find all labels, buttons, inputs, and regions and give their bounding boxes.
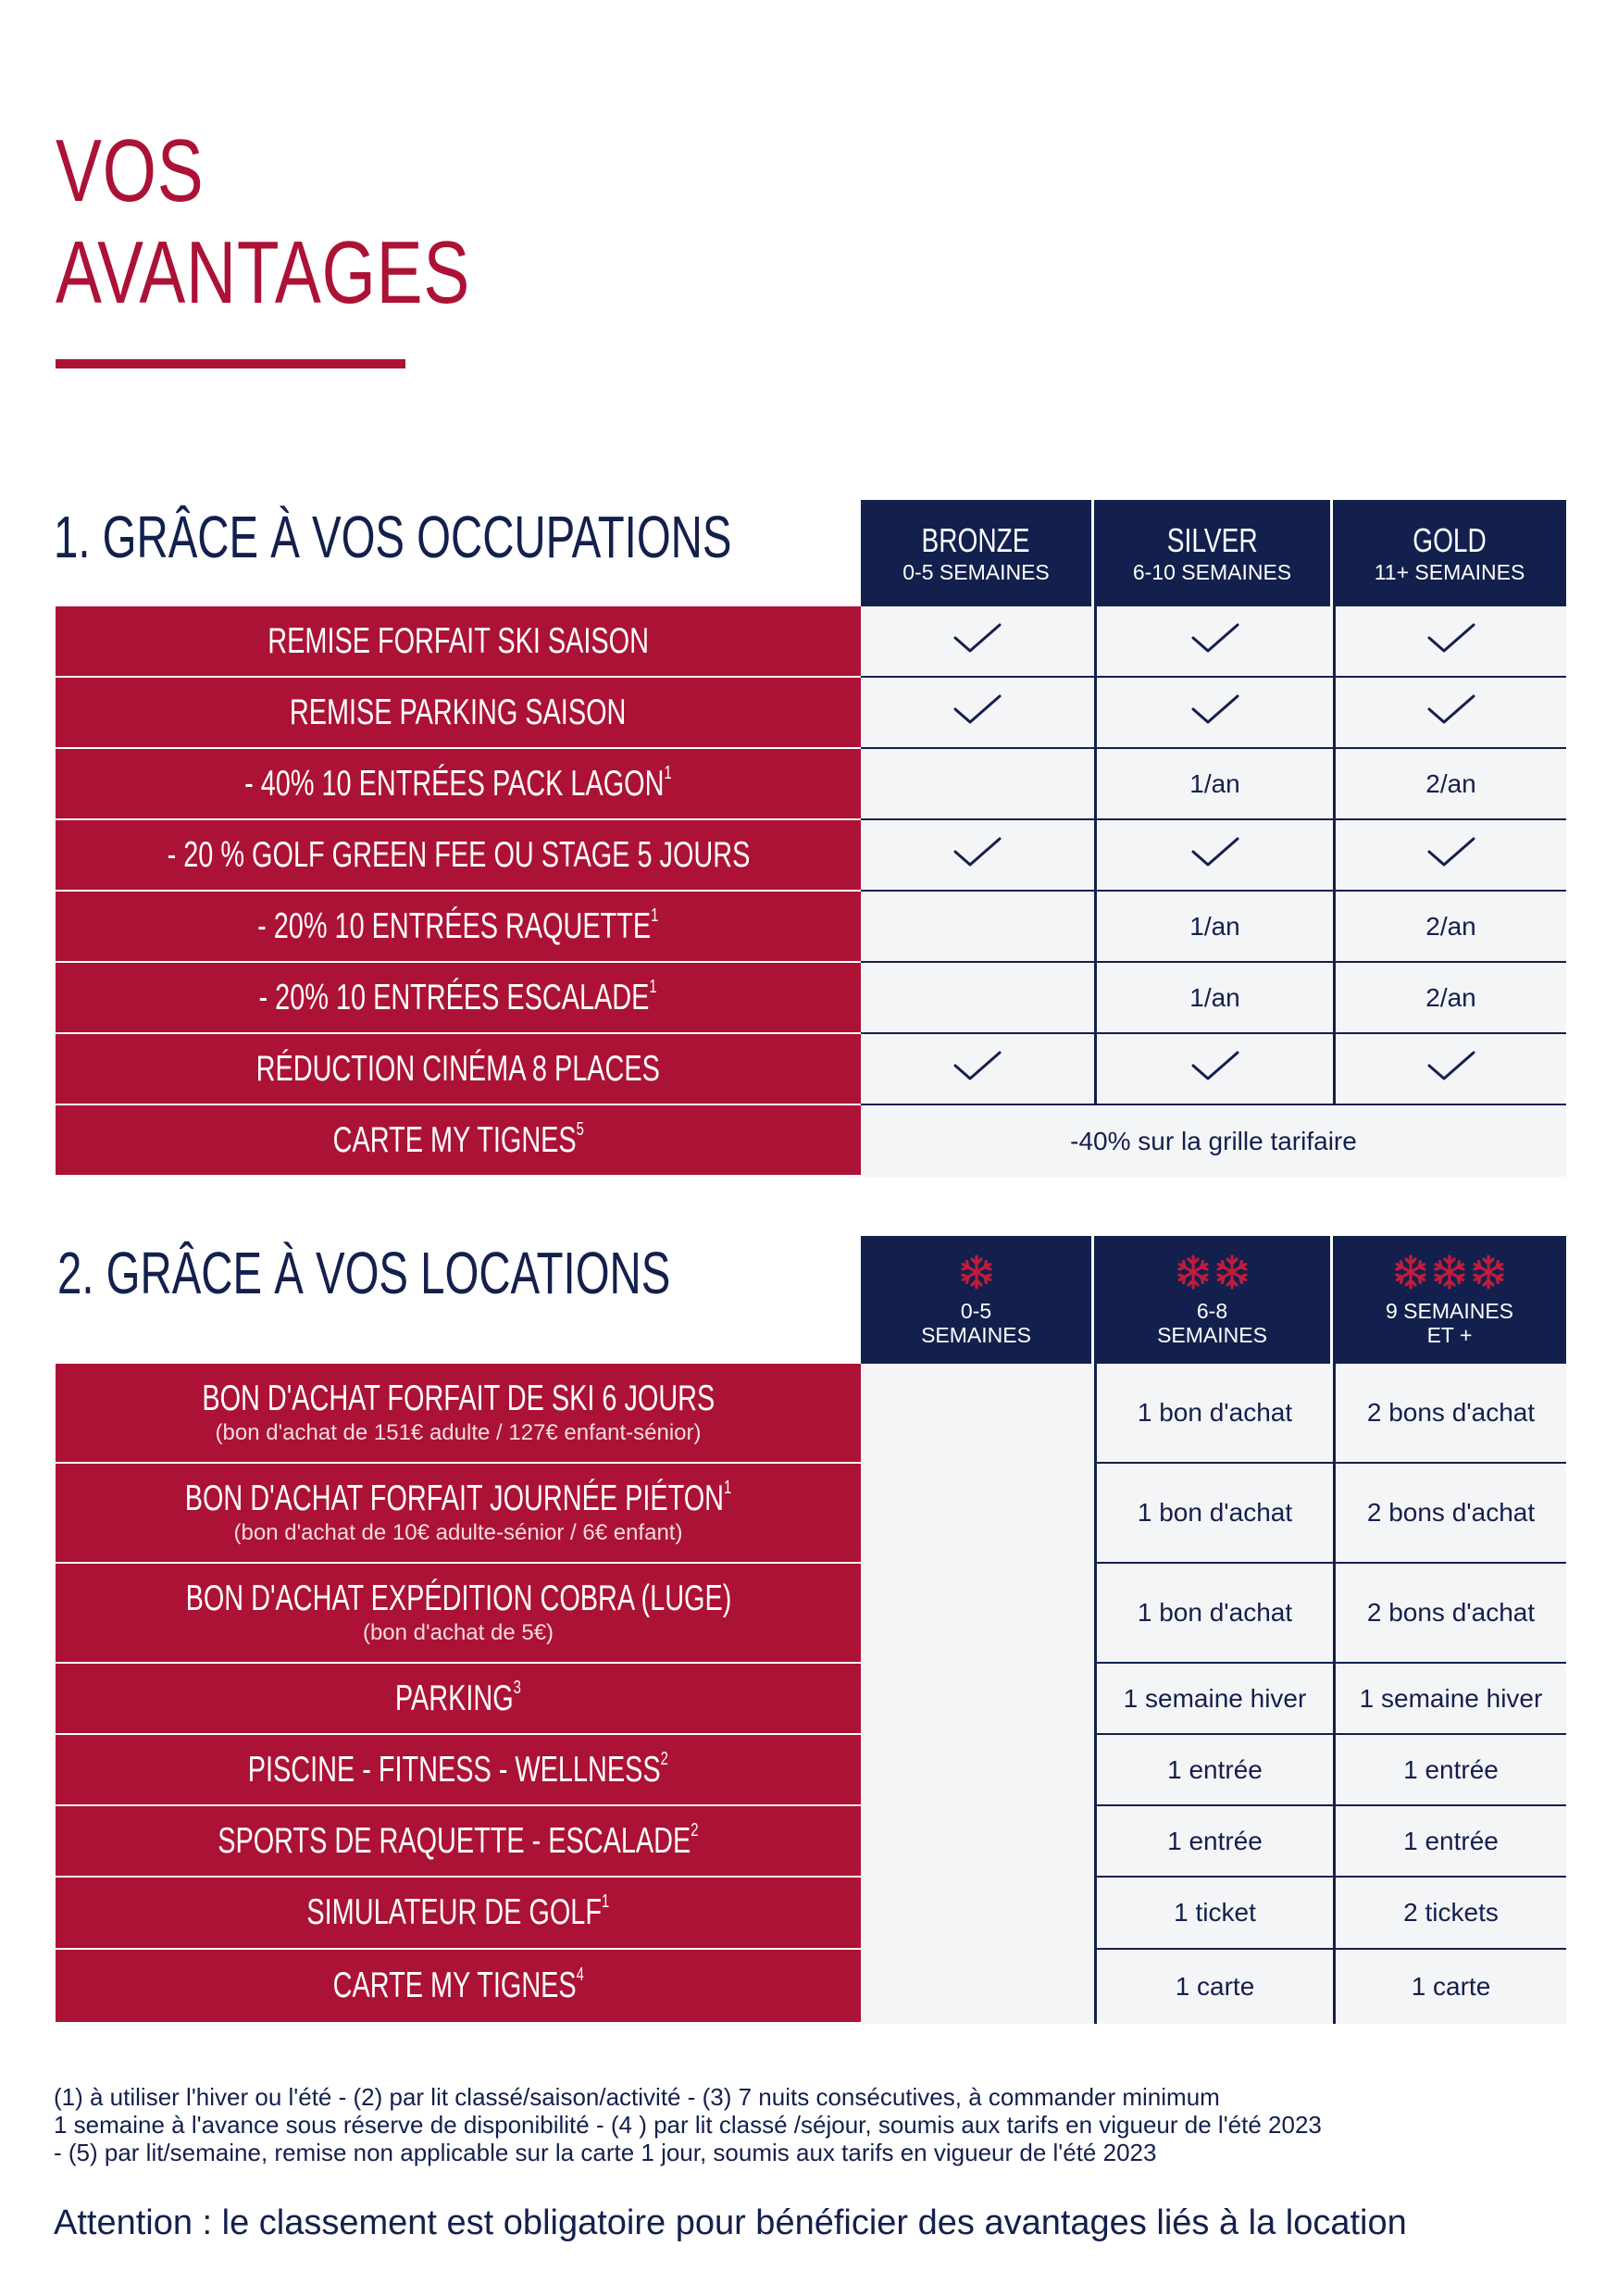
- row-label: [56, 1878, 861, 1950]
- column-line-1: 9 SEMAINES: [1385, 1298, 1514, 1323]
- row-note: (bon d'achat de 151€ adulte / 127€ enfant-sénior): [215, 1420, 702, 1445]
- snowflake-icon: [1175, 1254, 1212, 1295]
- snowflake-rating: [958, 1254, 995, 1295]
- table-cell: [1094, 1564, 1333, 1664]
- checkmark-icon: [952, 619, 1003, 663]
- cell-value: 1/an: [1189, 982, 1240, 1012]
- table-cell: [1333, 606, 1566, 678]
- cell-value: 1 bon d'achat: [1137, 1598, 1293, 1627]
- checkmark-icon: [952, 1047, 1003, 1091]
- table-cell: [1094, 678, 1333, 749]
- row-label-main: SPORTS DE RAQUETTE - ESCALADE: [218, 1820, 691, 1861]
- title-underline: [56, 359, 405, 368]
- cell-value: 2 bons d'achat: [1366, 1498, 1536, 1527]
- row-label: [56, 1806, 861, 1878]
- row-label-text: [256, 1049, 660, 1090]
- footnote-line: - (5) par lit/semaine, remise non applicable sur la carte 1 jour, soumis aux tarifs en vigueur de l'été 2023: [54, 2139, 1157, 2166]
- row-label-main: - 40% 10 ENTRÉES PACK LAGON: [244, 763, 665, 804]
- column-name: GOLD: [1413, 520, 1487, 559]
- footnote-reference: 1: [724, 1478, 732, 1498]
- row-note: (bon d'achat de 10€ adulte-sénior / 6€ enfant): [233, 1520, 683, 1545]
- attention-notice: Attention : le classement est obligatoire pour bénéficier des avantages liés à la location: [54, 2203, 1407, 2242]
- row-label-text: [185, 1479, 731, 1519]
- row-label-text: [268, 621, 649, 662]
- footnote-reference: 1: [651, 905, 659, 926]
- row-label-main: - 20 % GOLF GREEN FEE OU STAGE 5 JOURS: [167, 834, 750, 875]
- row-label-main: BON D'ACHAT EXPÉDITION COBRA (LUGE): [185, 1578, 731, 1618]
- row-label-text: [395, 1678, 521, 1719]
- snowflake-icon: [1470, 1254, 1507, 1295]
- row-label: [56, 1105, 861, 1177]
- column-header-tier-1: [861, 1236, 1094, 1364]
- footnote-reference: 1: [602, 1891, 610, 1912]
- column-name: BRONZE: [921, 520, 1030, 559]
- table-cell: [1094, 1364, 1333, 1464]
- table-cell: [1333, 1034, 1566, 1105]
- column-header-tier-2: [1094, 1236, 1333, 1364]
- row-label: [56, 963, 861, 1034]
- column-line-1: 6-8: [1196, 1298, 1228, 1323]
- row-label-text: [307, 1892, 610, 1933]
- cell-value: 1 carte: [1175, 1972, 1255, 2001]
- checkmark-icon: [1425, 619, 1477, 663]
- table-cell: [1094, 1464, 1333, 1564]
- cell-value: 1/an: [1189, 768, 1240, 798]
- column-header-gold: [1333, 500, 1566, 606]
- cell-value: -40% sur la grille tarifaire: [1070, 1126, 1357, 1155]
- checkmark-icon: [1425, 1047, 1477, 1091]
- cell-value: 1 entrée: [1403, 1754, 1499, 1784]
- cell-value: 1 ticket: [1174, 1898, 1256, 1927]
- cell-value: 1/an: [1189, 911, 1240, 941]
- checkmark-icon: [1189, 1047, 1241, 1091]
- footnote-line: (1) à utiliser l'hiver ou l'été - (2) par lit classé/saison/activité - (3) 7 nuits consécutives, à commander minimum: [54, 2083, 1220, 2111]
- column-header-bronze: [861, 500, 1094, 606]
- column-subtitle: 0-5 SEMAINES: [902, 559, 1050, 584]
- cell-value: 1 bon d'achat: [1137, 1498, 1293, 1527]
- table-cell: [861, 1878, 1094, 1950]
- row-label: [56, 749, 861, 820]
- row-label: [56, 1735, 861, 1806]
- row-label: [56, 1034, 861, 1105]
- row-label: [56, 1664, 861, 1735]
- table-cell: [1333, 963, 1566, 1034]
- table-cell: [1333, 1950, 1566, 2024]
- row-label: [56, 820, 861, 892]
- row-label: [56, 1464, 861, 1564]
- table-cell: [861, 1806, 1094, 1878]
- footnote-reference: 3: [513, 1677, 521, 1698]
- row-label-main: PARKING: [395, 1678, 514, 1718]
- row-label: [56, 1950, 861, 2024]
- section-2-title: 2. GRÂCE À VOS LOCATIONS: [57, 1240, 671, 1306]
- column-line-2: SEMAINES: [921, 1322, 1031, 1347]
- table-cell: [1094, 606, 1333, 678]
- row-label-text: [244, 764, 672, 805]
- row-label-main: REMISE PARKING SAISON: [290, 692, 627, 732]
- table-cell: [861, 963, 1094, 1034]
- cell-value: 1 bon d'achat: [1137, 1398, 1293, 1427]
- checkmark-icon: [1425, 691, 1477, 734]
- table-cell: [861, 1735, 1094, 1806]
- row-label-text: [202, 1379, 715, 1419]
- snowflake-rating: [1392, 1254, 1507, 1295]
- row-label-main: CARTE MY TIGNES: [332, 1119, 577, 1160]
- row-label-text: [185, 1578, 731, 1619]
- cell-value: 1 entrée: [1167, 1826, 1263, 1855]
- footnote-line: 1 semaine à l'avance sous réserve de disponibilité - (4 ) par lit classé /séjour, soumis aux tarifs en vigueur de l'été 2023: [54, 2111, 1322, 2139]
- checkmark-icon: [1425, 833, 1477, 877]
- table-cell: [1094, 1878, 1333, 1950]
- row-label-text: [248, 1750, 668, 1791]
- table-cell: [1094, 892, 1333, 963]
- footnote-reference: 5: [576, 1118, 584, 1140]
- table-cell: [1094, 1735, 1333, 1806]
- footnotes: [54, 2083, 1572, 2166]
- row-note: (bon d'achat de 5€): [362, 1620, 554, 1645]
- row-label-main: - 20% 10 ENTRÉES ESCALADE: [258, 977, 650, 1017]
- table-cell: [1333, 1364, 1566, 1464]
- table-cell: [861, 749, 1094, 820]
- row-label-text: [332, 1965, 583, 2006]
- cell-value: 1 semaine hiver: [1123, 1683, 1307, 1713]
- table-cell: [1094, 963, 1333, 1034]
- row-label-main: - 20% 10 ENTRÉES RAQUETTE: [257, 905, 652, 946]
- table-cell: [1094, 820, 1333, 892]
- table-cell: [861, 820, 1094, 892]
- table-cell: [861, 606, 1094, 678]
- table-cell: [861, 892, 1094, 963]
- row-label: [56, 1364, 861, 1464]
- cell-value: 1 entrée: [1167, 1754, 1263, 1784]
- table-cell: [861, 1664, 1094, 1735]
- snowflake-icon: [1431, 1254, 1468, 1295]
- table-cell: [861, 1464, 1094, 1564]
- column-subtitle: 11+ SEMAINES: [1374, 559, 1525, 584]
- table-cell: [1333, 820, 1566, 892]
- row-label-main: BON D'ACHAT FORFAIT DE SKI 6 JOURS: [202, 1379, 715, 1418]
- table-cell-merged: [861, 1105, 1566, 1177]
- column-line-1: 0-5: [960, 1298, 992, 1323]
- snowflake-icon: [1392, 1254, 1429, 1295]
- row-label-main: REMISE FORFAIT SKI SAISON: [268, 620, 649, 661]
- row-label: [56, 892, 861, 963]
- row-label-main: RÉDUCTION CINÉMA 8 PLACES: [255, 1048, 661, 1089]
- column-line-2: SEMAINES: [1157, 1322, 1267, 1347]
- row-label-main: BON D'ACHAT FORFAIT JOURNÉE PIÉTON: [184, 1479, 725, 1518]
- row-label-text: [257, 906, 658, 947]
- checkmark-icon: [1189, 619, 1241, 663]
- table-cell: [1333, 1464, 1566, 1564]
- table-cell: [1333, 1664, 1566, 1735]
- row-label: [56, 678, 861, 749]
- checkmark-icon: [1189, 833, 1241, 877]
- table-cell: [1094, 1806, 1333, 1878]
- page-title-line-1: VOS: [56, 121, 205, 220]
- table-cell: [1333, 1878, 1566, 1950]
- row-label-text: [290, 693, 627, 733]
- cell-value: 2/an: [1425, 911, 1476, 941]
- row-label: [56, 1564, 861, 1664]
- table-cell: [1094, 1034, 1333, 1105]
- table-cell: [1094, 1664, 1333, 1735]
- cell-value: 1 semaine hiver: [1359, 1683, 1543, 1713]
- snowflake-icon: [958, 1254, 995, 1295]
- table-cell: [1333, 1735, 1566, 1806]
- checkmark-icon: [1189, 691, 1241, 734]
- footnote-reference: 1: [649, 976, 658, 997]
- snowflake-rating: [1175, 1254, 1251, 1295]
- table-cell: [1333, 678, 1566, 749]
- checkmark-icon: [952, 833, 1003, 877]
- footnote-reference: 1: [664, 762, 672, 783]
- row-label-main: SIMULATEUR DE GOLF: [306, 1892, 603, 1932]
- table-cell: [1333, 749, 1566, 820]
- row-label-text: [259, 978, 657, 1018]
- row-label-text: [218, 1821, 698, 1862]
- table-cell: [861, 1564, 1094, 1664]
- cell-value: 1 entrée: [1403, 1826, 1499, 1855]
- checkmark-icon: [952, 691, 1003, 734]
- snowflake-icon: [1214, 1254, 1251, 1295]
- column-header-tier-3: [1333, 1236, 1566, 1364]
- row-label: [56, 606, 861, 678]
- locations-table: [56, 1236, 1566, 2024]
- table-cell: [861, 1364, 1094, 1464]
- table-cell: [861, 1034, 1094, 1105]
- cell-value: 2 bons d'achat: [1366, 1598, 1536, 1627]
- column-line-2: ET +: [1426, 1322, 1473, 1347]
- page-title-line-2: AVANTAGES: [56, 223, 471, 322]
- occupations-table: [56, 500, 1566, 1177]
- table-cell: [1094, 749, 1333, 820]
- cell-value: 2 bons d'achat: [1366, 1398, 1536, 1427]
- table-cell: [861, 1950, 1094, 2024]
- table-cell: [1094, 1950, 1333, 2024]
- cell-value: 2/an: [1425, 982, 1476, 1012]
- row-label-main: PISCINE - FITNESS - WELLNESS: [247, 1749, 661, 1790]
- table-cell: [1333, 1564, 1566, 1664]
- footnote-reference: 4: [576, 1965, 584, 1985]
- column-header-silver: [1094, 500, 1333, 606]
- section-1-title: 1. GRÂCE À VOS OCCUPATIONS: [54, 504, 732, 570]
- row-label-main: CARTE MY TIGNES: [332, 1965, 577, 2005]
- cell-value: 2 tickets: [1403, 1898, 1499, 1927]
- cell-value: 2/an: [1425, 768, 1476, 798]
- column-name: SILVER: [1166, 520, 1258, 559]
- row-label-text: [332, 1120, 583, 1161]
- table-cell: [1333, 892, 1566, 963]
- footnote-reference: 2: [660, 1748, 669, 1769]
- footnote-reference: 2: [691, 1819, 699, 1841]
- cell-value: 1 carte: [1411, 1972, 1491, 2001]
- column-subtitle: 6-10 SEMAINES: [1132, 559, 1292, 584]
- table-cell: [1333, 1806, 1566, 1878]
- table-cell: [861, 678, 1094, 749]
- row-label-text: [167, 835, 750, 876]
- page-title: [56, 120, 470, 324]
